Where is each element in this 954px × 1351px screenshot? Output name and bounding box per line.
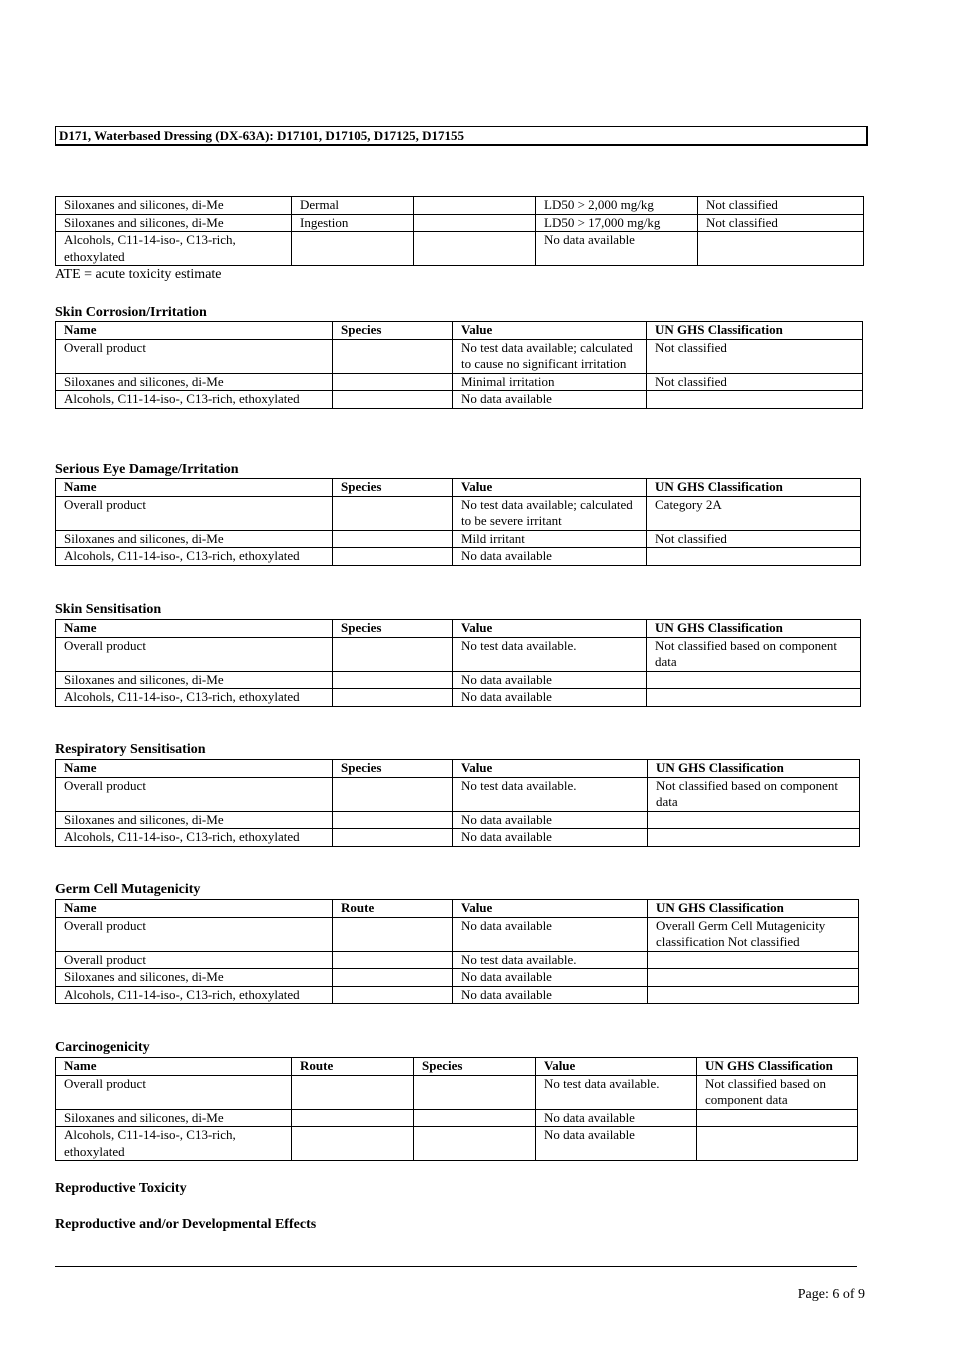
- table-row: [56, 530, 861, 548]
- column-header: UN GHS Classification: [648, 900, 859, 918]
- table-cell: [292, 1109, 414, 1127]
- table-cell: [333, 951, 453, 969]
- column-header: UN GHS Classification: [648, 760, 860, 778]
- table-cell: Alcohols, C11-14-iso-, C13-rich, ethoxylated: [56, 689, 333, 707]
- column-header: Name: [56, 322, 333, 340]
- respiratory-sensitisation-body: [56, 777, 860, 846]
- column-header: Value: [453, 479, 647, 497]
- table-cell: Overall product: [56, 1075, 292, 1109]
- table-cell: Not classified based on component data: [648, 777, 860, 811]
- table-cell: [414, 1109, 536, 1127]
- table-cell: LD50 > 17,000 mg/kg: [536, 214, 698, 232]
- skin-corrosion-table: [55, 321, 863, 409]
- table-cell: [333, 671, 453, 689]
- table-header-row: [56, 900, 859, 918]
- table-cell: Dermal: [292, 197, 414, 215]
- skin-sensitisation-title: Skin Sensitisation: [55, 602, 162, 617]
- table-cell: [333, 373, 453, 391]
- table-cell: [333, 548, 453, 566]
- table-row: [56, 986, 859, 1004]
- table-cell: [333, 969, 453, 987]
- column-header: UN GHS Classification: [647, 479, 861, 497]
- column-header: Species: [333, 322, 453, 340]
- table-row: [56, 1109, 858, 1127]
- column-header: Value: [453, 620, 647, 638]
- table-header-row: [56, 479, 861, 497]
- table-header-row: [56, 322, 863, 340]
- column-header: UN GHS Classification: [697, 1058, 858, 1076]
- column-header: Value: [453, 322, 647, 340]
- table-cell: [648, 969, 859, 987]
- column-header: Species: [333, 620, 453, 638]
- table-row: [56, 777, 860, 811]
- table-cell: [648, 829, 860, 847]
- table-cell: Alcohols, C11-14-iso-, C13-rich, ethoxylated: [56, 391, 333, 409]
- table-row: [56, 214, 864, 232]
- table-cell: [647, 671, 861, 689]
- table-cell: Overall product: [56, 339, 333, 373]
- table-cell: [648, 811, 860, 829]
- table-cell: [333, 391, 453, 409]
- table-cell: [414, 197, 536, 215]
- table-cell: Alcohols, C11-14-iso-, C13-rich, ethoxylated: [56, 548, 333, 566]
- table-cell: [697, 1109, 858, 1127]
- table-cell: No data available: [536, 1109, 697, 1127]
- table-row: [56, 671, 861, 689]
- table-cell: Not classified: [647, 530, 861, 548]
- table-row: [56, 1127, 858, 1161]
- skin-sensitisation-body: [56, 637, 861, 706]
- skin-corrosion-title: Skin Corrosion/Irritation: [55, 305, 207, 320]
- table-row: [56, 917, 859, 951]
- germ-cell-body: [56, 917, 859, 1004]
- table-row: [56, 339, 863, 373]
- table-cell: Siloxanes and silicones, di-Me: [56, 530, 333, 548]
- table-cell: No data available: [536, 1127, 697, 1161]
- table-cell: [414, 1075, 536, 1109]
- table-row: [56, 496, 861, 530]
- table-cell: Overall product: [56, 777, 333, 811]
- carcinogenicity-title: Carcinogenicity: [55, 1040, 150, 1055]
- table-cell: No data available: [453, 917, 648, 951]
- reproductive-effects-subtitle: Reproductive and/or Developmental Effects: [55, 1217, 317, 1232]
- table-row: [56, 829, 860, 847]
- table-cell: Siloxanes and silicones, di-Me: [56, 1109, 292, 1127]
- table-cell: Overall product: [56, 917, 333, 951]
- table-cell: No data available: [453, 986, 648, 1004]
- column-header: Value: [453, 900, 648, 918]
- table-cell: Category 2A: [647, 496, 861, 530]
- footer-divider: [55, 1266, 857, 1267]
- table-row: [56, 197, 864, 215]
- germ-cell-title: Germ Cell Mutagenicity: [55, 882, 201, 897]
- germ-cell-table: [55, 899, 859, 1004]
- table-cell: [698, 232, 864, 266]
- table-cell: Siloxanes and silicones, di-Me: [56, 969, 333, 987]
- eye-damage-table: [55, 478, 861, 566]
- table-cell: Siloxanes and silicones, di-Me: [56, 197, 292, 215]
- column-header: Name: [56, 620, 333, 638]
- table-cell: Siloxanes and silicones, di-Me: [56, 671, 333, 689]
- table-cell: Alcohols, C11-14-iso-, C13-rich, ethoxylated: [56, 232, 292, 266]
- acute-toxicity-table: [55, 196, 864, 266]
- table-cell: Alcohols, C11-14-iso-, C13-rich, ethoxylated: [56, 829, 333, 847]
- table-cell: Alcohols, C11-14-iso-, C13-rich, ethoxylated: [56, 986, 333, 1004]
- reproductive-toxicity-title: Reproductive Toxicity: [55, 1181, 187, 1196]
- table-cell: LD50 > 2,000 mg/kg: [536, 197, 698, 215]
- eye-damage-title: Serious Eye Damage/Irritation: [55, 462, 239, 477]
- table-cell: [333, 829, 453, 847]
- table-cell: No test data available.: [453, 951, 648, 969]
- table-header-row: [56, 760, 860, 778]
- table-cell: Not classified: [698, 214, 864, 232]
- column-header: Name: [56, 760, 333, 778]
- table-row: [56, 373, 863, 391]
- table-row: [56, 548, 861, 566]
- table-cell: Not classified based on component data: [647, 637, 861, 671]
- table-cell: [648, 986, 859, 1004]
- table-header-row: [56, 1058, 858, 1076]
- table-cell: [292, 232, 414, 266]
- table-row: [56, 951, 859, 969]
- table-cell: No test data available.: [453, 637, 647, 671]
- column-header: UN GHS Classification: [647, 322, 863, 340]
- eye-damage-body: [56, 496, 861, 565]
- column-header: Route: [292, 1058, 414, 1076]
- column-header: Species: [414, 1058, 536, 1076]
- table-cell: [647, 548, 861, 566]
- table-row: [56, 689, 861, 707]
- table-cell: [292, 1127, 414, 1161]
- table-cell: No data available: [453, 671, 647, 689]
- skin-corrosion-body: [56, 339, 863, 408]
- document-header-title: D171, Waterbased Dressing (DX-63A): D17101, D17105, D17125, D17155: [55, 126, 868, 146]
- table-cell: Overall product: [56, 951, 333, 969]
- table-cell: [333, 637, 453, 671]
- table-cell: Not classified: [647, 373, 863, 391]
- table-cell: [414, 214, 536, 232]
- table-cell: [333, 986, 453, 1004]
- table-cell: [697, 1127, 858, 1161]
- column-header: Route: [333, 900, 453, 918]
- table-cell: Siloxanes and silicones, di-Me: [56, 214, 292, 232]
- page-number: Page: 6 of 9: [797, 1287, 865, 1302]
- respiratory-sensitisation-table: [55, 759, 860, 847]
- table-cell: [647, 689, 861, 707]
- table-row: [56, 811, 860, 829]
- table-cell: Not classified: [647, 339, 863, 373]
- table-cell: [333, 811, 453, 829]
- table-cell: [333, 530, 453, 548]
- acute-toxicity-body: [56, 197, 864, 266]
- column-header: Name: [56, 1058, 292, 1076]
- table-cell: Minimal irritation: [453, 373, 647, 391]
- column-header: UN GHS Classification: [647, 620, 861, 638]
- column-header: Species: [333, 760, 453, 778]
- column-header: Name: [56, 900, 333, 918]
- table-cell: Not classified: [698, 197, 864, 215]
- table-cell: No data available: [453, 829, 648, 847]
- column-header: Value: [453, 760, 648, 778]
- table-cell: Alcohols, C11-14-iso-, C13-rich, ethoxylated: [56, 1127, 292, 1161]
- table-cell: Overall product: [56, 496, 333, 530]
- table-cell: [333, 777, 453, 811]
- table-cell: Not classified based on component data: [697, 1075, 858, 1109]
- table-row: [56, 391, 863, 409]
- table-cell: [333, 917, 453, 951]
- table-cell: [414, 232, 536, 266]
- table-cell: No data available: [536, 232, 698, 266]
- table-row: [56, 969, 859, 987]
- table-cell: No test data available; calculated to cause no significant irritation: [453, 339, 647, 373]
- table-cell: No data available: [453, 548, 647, 566]
- table-cell: [333, 339, 453, 373]
- table-row: [56, 637, 861, 671]
- table-cell: Overall Germ Cell Mutagenicity classification Not classified: [648, 917, 859, 951]
- column-header: Value: [536, 1058, 697, 1076]
- table-cell: No data available: [453, 969, 648, 987]
- table-cell: Siloxanes and silicones, di-Me: [56, 373, 333, 391]
- table-cell: No data available: [453, 689, 647, 707]
- ate-note: ATE = acute toxicity estimate: [55, 267, 222, 282]
- respiratory-sensitisation-title: Respiratory Sensitisation: [55, 742, 206, 757]
- table-header-row: [56, 620, 861, 638]
- table-cell: [333, 496, 453, 530]
- table-row: [56, 1075, 858, 1109]
- table-cell: [647, 391, 863, 409]
- table-cell: No test data available; calculated to be severe irritant: [453, 496, 647, 530]
- table-cell: No data available: [453, 811, 648, 829]
- table-cell: No test data available.: [453, 777, 648, 811]
- table-cell: Overall product: [56, 637, 333, 671]
- table-cell: [292, 1075, 414, 1109]
- table-cell: No data available: [453, 391, 647, 409]
- table-row: [56, 232, 864, 266]
- skin-sensitisation-table: [55, 619, 861, 707]
- table-cell: Siloxanes and silicones, di-Me: [56, 811, 333, 829]
- table-cell: [648, 951, 859, 969]
- column-header: Species: [333, 479, 453, 497]
- table-cell: No test data available.: [536, 1075, 697, 1109]
- carcinogenicity-body: [56, 1075, 858, 1161]
- table-cell: [333, 689, 453, 707]
- table-cell: Ingestion: [292, 214, 414, 232]
- table-cell: [414, 1127, 536, 1161]
- carcinogenicity-table: [55, 1057, 858, 1161]
- column-header: Name: [56, 479, 333, 497]
- table-cell: Mild irritant: [453, 530, 647, 548]
